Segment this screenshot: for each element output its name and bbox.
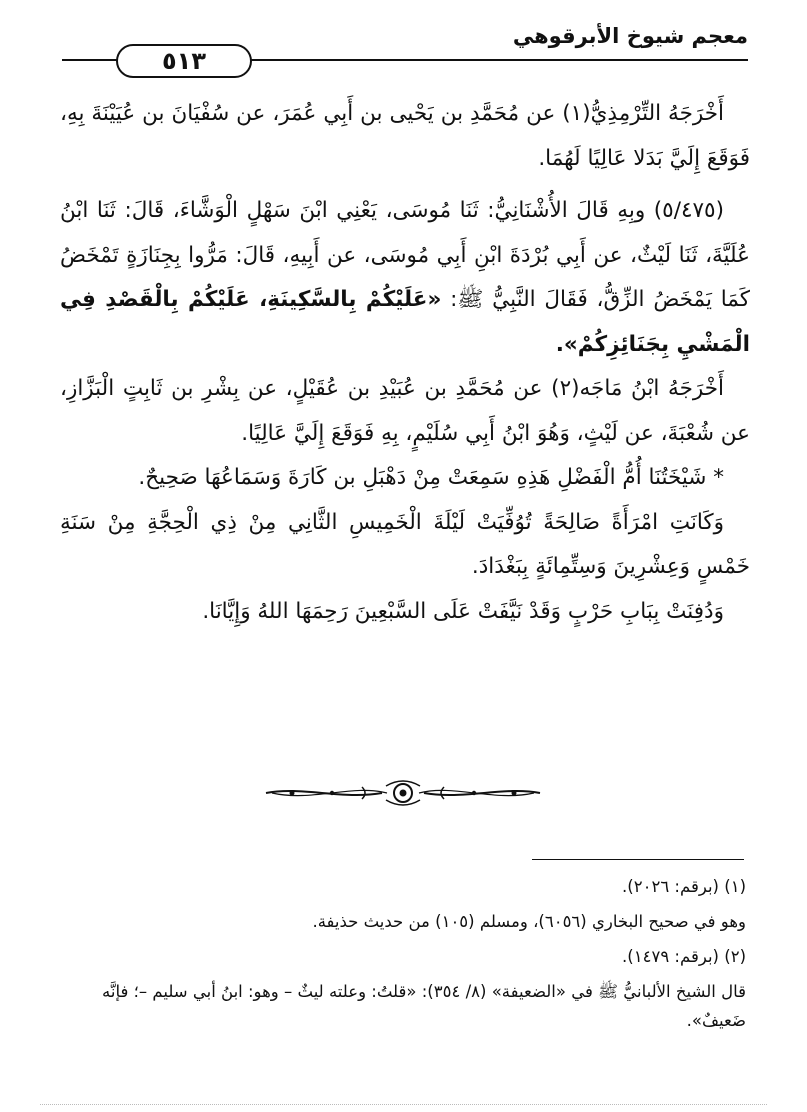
ornamental-divider-icon: [262, 778, 544, 808]
footnote-separator: [532, 859, 744, 860]
paragraph-hadith: [60, 189, 750, 367]
paragraph-takhrij-ibn-majah: أَخْرَجَهُ ابْنُ مَاجَه(٢) عن مُحَمَّدِ بن عُبَيْدِ بن عُقَيْلٍ، عن بِشْرِ بن ثَابِتٍ الْبَزَّازِ، عن شُعْبَةَ، عن لَيْثٍ، وَهُوَ ابْنُ أَبِي سُلَيْمٍ، بِهِ فَوَقَعَ إِلَيَّ عَالِيًا.: [60, 376, 750, 446]
paragraph-burial: وَدُفِنَتْ بِبَابِ حَرْبٍ وَقَدْ نَيَّفَتْ عَلَى السَّبْعِينَ رَحِمَهَا اللهُ وَإِيَّانَا.: [202, 598, 724, 624]
scan-edge: [40, 1104, 767, 1105]
hadith-isnad: (٥/٤٧٥) وبِهِ قَالَ الأُشْنَانِيُّ: ثَنَا مُوسَى، يَعْنِي ابْنَ سَهْلٍ الْوَشَّاءَ، قَالَ: ثَنَا ابْنُ عُلَيَّةَ، ثَنَا لَيْثٌ، عن أَبِي بُرْدَةَ ابْنِ أَبِي مُوسَى، عن أَبِيهِ، قَالَ: مَرُّوا بِجِنَازَةٍ تَمْخَضُ كَمَا يَمْخَضُ الزِّقُّ، فَقَالَ النَّبِيُّ ﷺ:: [60, 198, 750, 312]
footnote-1-text: وهو في صحيح البخاري (٦٠٥٦)، ومسلم (١٠٥) من حديث حذيفة.: [312, 912, 746, 931]
paragraph-takhrij-tirmidhi: أَخْرَجَهُ التِّرْمِذِيُّ(١) عن مُحَمَّدِ بن يَحْيى بن أَبِي عُمَرَ، عن سُفْيَانَ بن عُيَيْنَةَ بِهِ، فَوَقَعَ إِلَيَّ بَدَلا عَالِيًا لَهُمَا.: [60, 101, 750, 171]
page-header: [62, 22, 748, 82]
paragraph-death-date: وَكَانَتِ امْرَأَةً صَالِحَةً تُوُفِّيَتْ لَيْلَةَ الْخَمِيسِ الثَّانِي مِنْ ذِي الْحِجَّةِ مِنْ سَنَةِ خَمْسٍ وَعِشْرِينَ وَسِتِّمِائَةٍ بِبَغْدَادَ.: [60, 509, 750, 579]
page-number-badge: ٥١٣: [116, 44, 252, 78]
hadith-matn: «عَلَيْكُمْ بِالسَّكِينَةِ، عَلَيْكُمْ بِالْقَصْدِ فِي الْمَشْيِ بِجَنَائِزِكُمْ».: [60, 287, 750, 357]
footnotes: [60, 872, 746, 1035]
paragraph-biography-note: * شَيْخَتُنَا أُمُّ الْفَضْلِ هَذِهِ سَمِعَتْ مِنْ دَهْبَلِ بن كَارَةَ وَسَمَاعُهَا صَحِيحٌ.: [138, 465, 724, 490]
running-title: معجم شيوخ الأبرقوهي: [512, 24, 748, 48]
footnote-2-reference: (٢) (برقم: ١٤٧٩).: [622, 947, 746, 966]
main-text: [60, 92, 750, 634]
footnote-1-reference: (١) (برقم: ٢٠٢٦).: [622, 877, 746, 896]
footnote-2-text: قال الشيخ الألبانيُّ ﷺ في «الضعيفة» (٨/ ٣٥٤): «قلتُ: وعلته ليثٌ – وهو: ابنُ أبي سليم –؛ فإنَّه ضَعيفٌ».: [102, 982, 746, 1030]
